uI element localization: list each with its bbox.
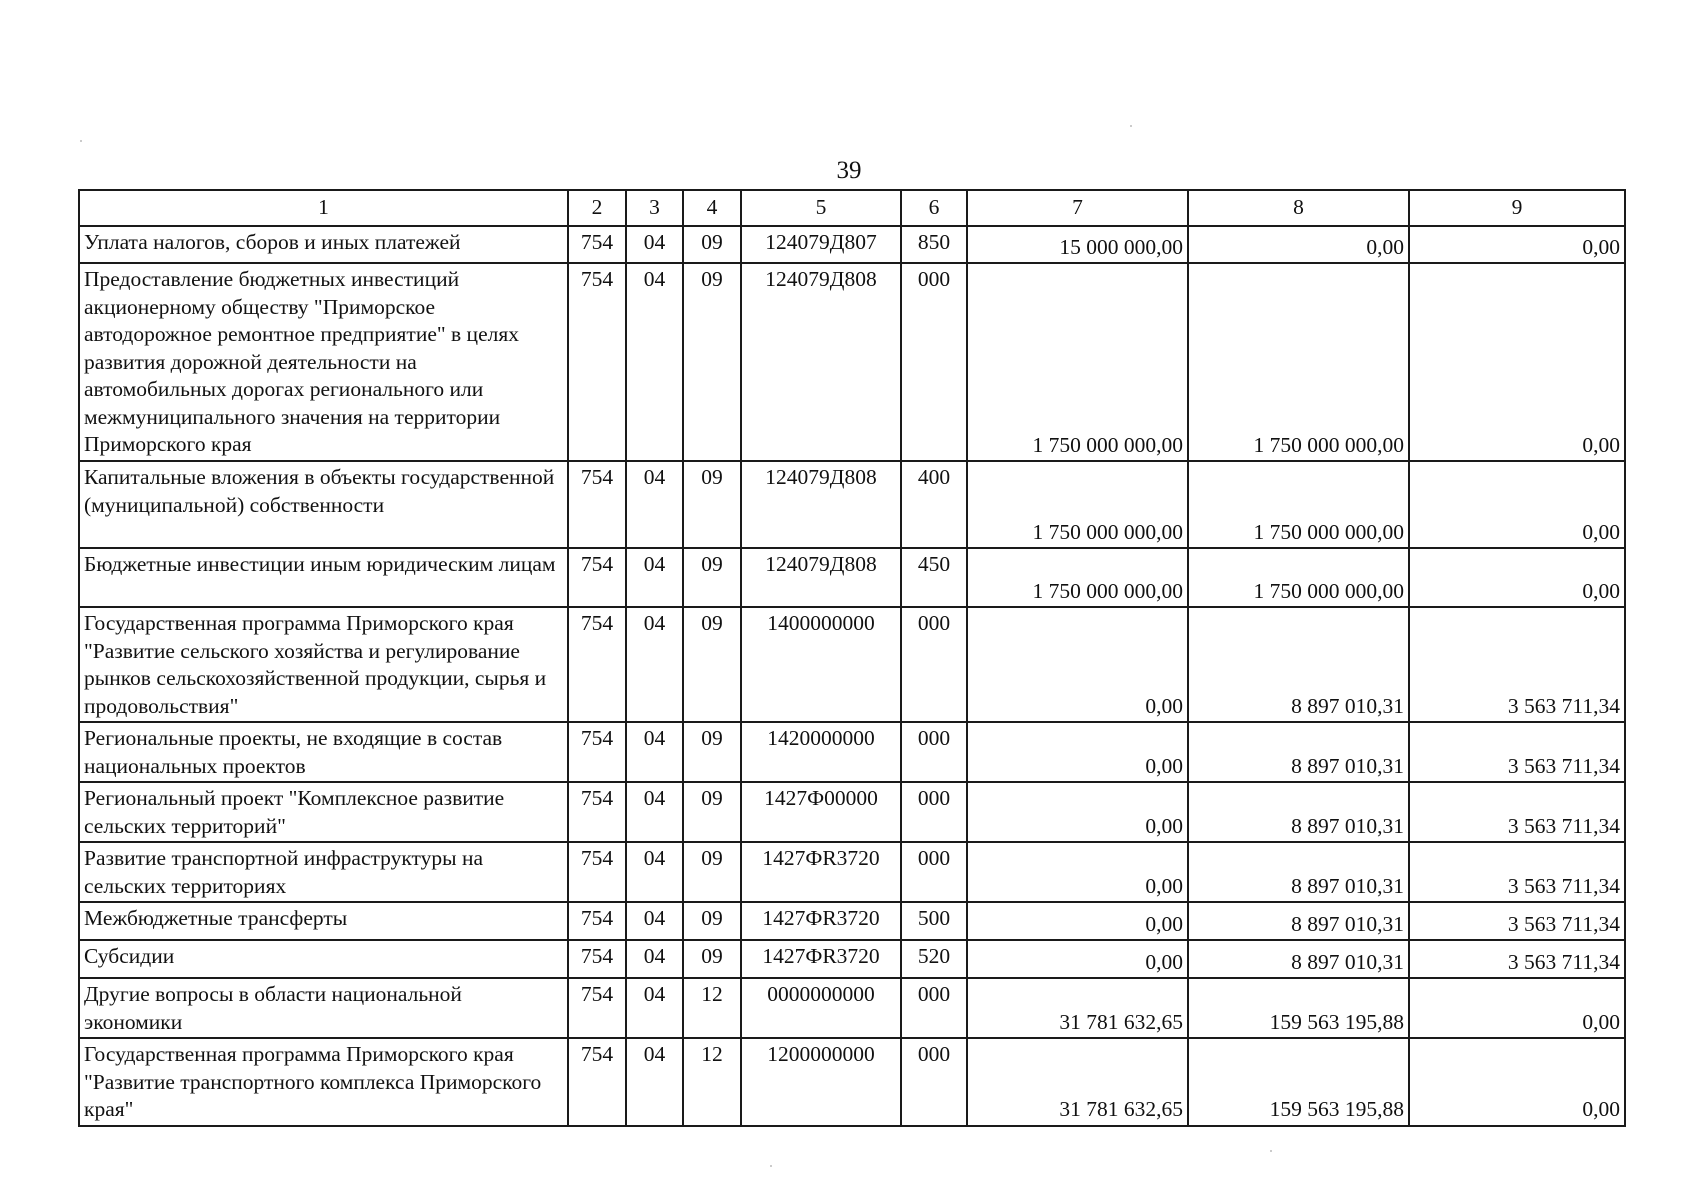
column-number: 6: [901, 190, 967, 226]
value-cell: 159 563 195,88: [1188, 978, 1409, 1038]
code-cell: 124079Д808: [741, 461, 901, 548]
code-cell: 04: [626, 461, 683, 548]
row-name: Государственная программа Приморского края "Развитие сельского хозяйства и регулирование рынков сельскохозяйственной продукции, сырья и продовольствия": [79, 607, 568, 722]
value-cell: 0,00: [1409, 263, 1625, 461]
row-name: Развитие транспортной инфраструктуры на сельских территориях: [79, 842, 568, 902]
row-name: Межбюджетные трансферты: [79, 902, 568, 940]
table-row: [79, 461, 1625, 548]
code-cell: 000: [901, 607, 967, 722]
code-cell: 754: [568, 902, 626, 940]
code-cell: 124079Д808: [741, 548, 901, 607]
value-cell: 31 781 632,65: [967, 978, 1188, 1038]
code-cell: 754: [568, 607, 626, 722]
column-number: 5: [741, 190, 901, 226]
code-cell: 1427ФR3720: [741, 902, 901, 940]
row-name: Бюджетные инвестиции иным юридическим лицам: [79, 548, 568, 607]
value-cell: 8 897 010,31: [1188, 782, 1409, 842]
value-cell: 1 750 000 000,00: [967, 548, 1188, 607]
value-cell: 3 563 711,34: [1409, 782, 1625, 842]
code-cell: 000: [901, 842, 967, 902]
code-cell: 09: [683, 902, 741, 940]
value-cell: 0,00: [1188, 226, 1409, 263]
value-cell: 0,00: [967, 607, 1188, 722]
code-cell: 520: [901, 940, 967, 978]
scan-speck: [1130, 125, 1132, 127]
code-cell: 1427Ф00000: [741, 782, 901, 842]
value-cell: 8 897 010,31: [1188, 607, 1409, 722]
value-cell: 0,00: [967, 782, 1188, 842]
row-name: Региональные проекты, не входящие в состав национальных проектов: [79, 722, 568, 782]
code-cell: 1400000000: [741, 607, 901, 722]
value-cell: 0,00: [967, 722, 1188, 782]
scan-speck: [1270, 1150, 1272, 1152]
table-row: [79, 782, 1625, 842]
column-number: 2: [568, 190, 626, 226]
value-cell: 3 563 711,34: [1409, 842, 1625, 902]
value-cell: 0,00: [1409, 226, 1625, 263]
value-cell: 8 897 010,31: [1188, 940, 1409, 978]
code-cell: 000: [901, 722, 967, 782]
table-row: [79, 263, 1625, 461]
code-cell: 09: [683, 722, 741, 782]
code-cell: 04: [626, 548, 683, 607]
code-cell: 09: [683, 548, 741, 607]
value-cell: 8 897 010,31: [1188, 722, 1409, 782]
value-cell: 1 750 000 000,00: [967, 461, 1188, 548]
code-cell: 04: [626, 940, 683, 978]
table-row: [79, 722, 1625, 782]
code-cell: 754: [568, 226, 626, 263]
row-name: Субсидии: [79, 940, 568, 978]
code-cell: 754: [568, 461, 626, 548]
code-cell: 09: [683, 940, 741, 978]
table-row: [79, 842, 1625, 902]
column-number: 4: [683, 190, 741, 226]
row-name: Предоставление бюджетных инвестиций акционерному обществу "Приморское автодорожное ремонтное предприятие" в целях развития дорожной деятельности на автомобильных дорогах регионального или межмуниципального значения на территории Приморского края: [79, 263, 568, 461]
page-number: 39: [836, 157, 862, 184]
code-cell: 754: [568, 842, 626, 902]
scan-speck: [770, 1165, 772, 1167]
value-cell: 31 781 632,65: [967, 1038, 1188, 1126]
code-cell: 04: [626, 226, 683, 263]
code-cell: 0000000000: [741, 978, 901, 1038]
code-cell: 04: [626, 978, 683, 1038]
code-cell: 1200000000: [741, 1038, 901, 1126]
value-cell: 0,00: [1409, 978, 1625, 1038]
table-row: [79, 978, 1625, 1038]
code-cell: 04: [626, 782, 683, 842]
code-cell: 000: [901, 782, 967, 842]
code-cell: 850: [901, 226, 967, 263]
code-cell: 09: [683, 461, 741, 548]
value-cell: 1 750 000 000,00: [1188, 263, 1409, 461]
table-row: [79, 902, 1625, 940]
column-number: 7: [967, 190, 1188, 226]
column-number-row: [79, 190, 1625, 226]
value-cell: 1 750 000 000,00: [967, 263, 1188, 461]
budget-table: [78, 189, 1626, 1127]
code-cell: 500: [901, 902, 967, 940]
code-cell: 09: [683, 842, 741, 902]
value-cell: 3 563 711,34: [1409, 722, 1625, 782]
row-name: Региональный проект "Комплексное развитие сельских территорий": [79, 782, 568, 842]
code-cell: 09: [683, 263, 741, 461]
table-row: [79, 548, 1625, 607]
code-cell: 09: [683, 782, 741, 842]
value-cell: 1 750 000 000,00: [1188, 548, 1409, 607]
value-cell: 3 563 711,34: [1409, 940, 1625, 978]
code-cell: 124079Д807: [741, 226, 901, 263]
code-cell: 124079Д808: [741, 263, 901, 461]
code-cell: 1427ФR3720: [741, 842, 901, 902]
row-name: Уплата налогов, сборов и иных платежей: [79, 226, 568, 263]
value-cell: 8 897 010,31: [1188, 902, 1409, 940]
value-cell: 0,00: [1409, 461, 1625, 548]
row-name: Другие вопросы в области национальной экономики: [79, 978, 568, 1038]
code-cell: 1427ФR3720: [741, 940, 901, 978]
value-cell: 0,00: [1409, 1038, 1625, 1126]
value-cell: 3 563 711,34: [1409, 902, 1625, 940]
code-cell: 1420000000: [741, 722, 901, 782]
value-cell: 0,00: [967, 940, 1188, 978]
code-cell: 09: [683, 226, 741, 263]
column-number: 1: [79, 190, 568, 226]
row-name: Государственная программа Приморского края "Развитие транспортного комплекса Приморского края": [79, 1038, 568, 1126]
code-cell: 754: [568, 722, 626, 782]
code-cell: 04: [626, 263, 683, 461]
code-cell: 450: [901, 548, 967, 607]
scan-speck: [80, 140, 82, 142]
row-name: Капитальные вложения в объекты государственной (муниципальной) собственности: [79, 461, 568, 548]
column-number: 3: [626, 190, 683, 226]
value-cell: 0,00: [1409, 548, 1625, 607]
code-cell: 754: [568, 782, 626, 842]
table-row: [79, 940, 1625, 978]
table-row: [79, 226, 1625, 263]
code-cell: 12: [683, 978, 741, 1038]
value-cell: 0,00: [967, 902, 1188, 940]
code-cell: 04: [626, 1038, 683, 1126]
value-cell: 3 563 711,34: [1409, 607, 1625, 722]
value-cell: 1 750 000 000,00: [1188, 461, 1409, 548]
code-cell: 754: [568, 263, 626, 461]
code-cell: 04: [626, 607, 683, 722]
code-cell: 754: [568, 940, 626, 978]
code-cell: 754: [568, 978, 626, 1038]
table-row: [79, 1038, 1625, 1126]
code-cell: 400: [901, 461, 967, 548]
code-cell: 04: [626, 722, 683, 782]
code-cell: 754: [568, 1038, 626, 1126]
column-number: 9: [1409, 190, 1625, 226]
code-cell: 12: [683, 1038, 741, 1126]
value-cell: 159 563 195,88: [1188, 1038, 1409, 1126]
code-cell: 000: [901, 1038, 967, 1126]
code-cell: 000: [901, 978, 967, 1038]
column-number: 8: [1188, 190, 1409, 226]
table-row: [79, 607, 1625, 722]
code-cell: 754: [568, 548, 626, 607]
value-cell: 15 000 000,00: [967, 226, 1188, 263]
table-body: [79, 226, 1625, 1126]
code-cell: 000: [901, 263, 967, 461]
code-cell: 09: [683, 607, 741, 722]
code-cell: 04: [626, 842, 683, 902]
value-cell: 0,00: [967, 842, 1188, 902]
value-cell: 8 897 010,31: [1188, 842, 1409, 902]
code-cell: 04: [626, 902, 683, 940]
